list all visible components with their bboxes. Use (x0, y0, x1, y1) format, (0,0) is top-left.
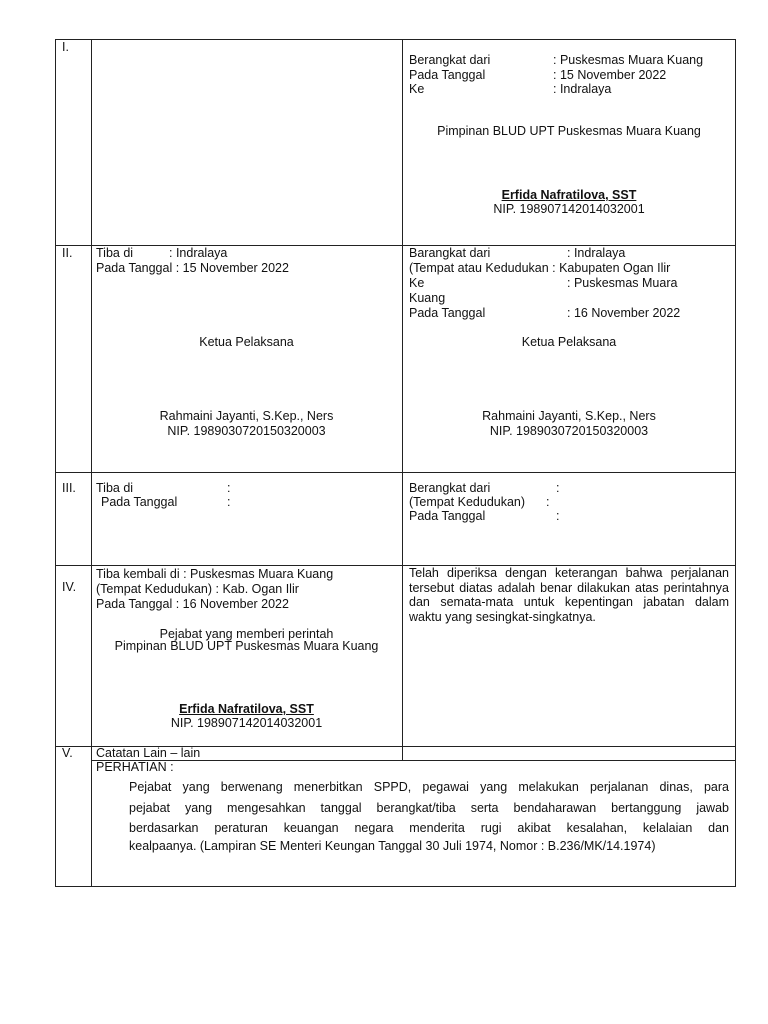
r5-notice-line-4: kealpaanya. (Lampiran SE Menteri Keungan Tanggal 30 Juli 1974, Nomor : B.236/MK/14.1974) (129, 839, 656, 853)
r1-berangkat-label: Berangkat dari (409, 53, 491, 67)
r2-berangkat-label: Barangkat dari (409, 246, 491, 260)
r1-signer-name: Erfida Nafratilova, SST (501, 188, 637, 202)
r3-tiba-value: : (227, 481, 231, 495)
r1-tanggal-label: Pada Tanggal (409, 68, 486, 82)
row-number-1: I. (62, 40, 69, 54)
row-number-3: III. (62, 481, 76, 495)
r3-tanggal-label: Pada Tanggal (101, 495, 178, 509)
r2-ke-label: Ke (409, 276, 425, 290)
r3-tanggal-value: : (227, 495, 231, 509)
row-number-5: V. (62, 746, 73, 760)
r2-tiba-value: : Indralaya (169, 246, 228, 260)
r5-notice-line-3: berdasarkan peraturan keuangan negara menderita rugi akibat kesalahan, kelalaian dan (129, 821, 729, 835)
row-divider-2 (55, 472, 736, 473)
middle-column-divider (402, 39, 403, 760)
r3-kedudukan-value: : (546, 495, 550, 509)
r5-notice-line-1: Pejabat yang berwenang menerbitkan SPPD, pegawai yang melakukan perjalanan dinas, para (129, 780, 729, 794)
r2-right-role: Ketua Pelaksana (521, 335, 617, 349)
r4-signer-name: Erfida Nafratilova, SST (179, 702, 314, 716)
r2-tanggal-label: Pada Tanggal (409, 306, 486, 320)
r2-right-signer-nip: NIP. 1989030720150320003 (489, 424, 649, 438)
r4-signer-nip: NIP. 198907142014032001 (170, 716, 323, 730)
row-divider-1 (55, 245, 736, 246)
r2-right-signer-name: Rahmaini Jayanti, S.Kep., Ners (482, 409, 656, 423)
r3-berangkat-value: : (556, 481, 560, 495)
r1-signer-nip: NIP. 198907142014032001 (493, 202, 645, 216)
r5-catatan-lain: Catatan Lain – lain (96, 746, 201, 760)
r1-ke-value: : Indralaya (553, 82, 612, 96)
r3-kedudukan-label: (Tempat Kedudukan) (409, 495, 526, 509)
row-number-4: IV. (62, 580, 77, 594)
r4-role-line-1: Pejabat yang memberi perintah (159, 627, 334, 641)
r5-perhatian-heading: PERHATIAN : (96, 760, 174, 774)
r4-kedudukan-line: (Tempat Kedudukan) : Kab. Ogan Ilir (96, 582, 299, 596)
r4-role-line-2: Pimpinan BLUD UPT Puskesmas Muara Kuang (114, 639, 379, 653)
r2-tanggal-line: Pada Tanggal : 15 November 2022 (96, 261, 289, 275)
r4-tanggal-line: Pada Tanggal : 16 November 2022 (96, 597, 289, 611)
r3-berangkat-label: Berangkat dari (409, 481, 491, 495)
r4-verification-statement: Telah diperiksa dengan keterangan bahwa perjalanan tersebut diatas adalah benar dilakukan atas perintahnya dan semata-mata untuk kepentingan jabatan dalam waktu yang sesingkat-singkatnya. (409, 566, 729, 624)
row-number-2: II. (62, 246, 73, 260)
r1-position-title: Pimpinan BLUD UPT Puskesmas Muara Kuang (437, 124, 701, 138)
table-border-top (55, 39, 736, 40)
table-border-bottom (55, 886, 736, 887)
r2-berangkat-value: : Indralaya (567, 246, 626, 260)
r3-tanggal-label-right: Pada Tanggal (409, 509, 486, 523)
r2-left-signer-nip: NIP. 1989030720150320003 (167, 424, 326, 438)
r2-ke-value: : Puskesmas Muara (567, 276, 678, 290)
r2-ke-continuation: Kuang (409, 291, 446, 305)
r2-tiba-label: Tiba di (96, 246, 134, 260)
r2-left-role: Ketua Pelaksana (199, 335, 294, 349)
r3-tanggal-value-right: : (556, 509, 560, 523)
table-border-left (55, 39, 56, 887)
number-column-divider (91, 39, 92, 887)
r2-left-signer-name: Rahmaini Jayanti, S.Kep., Ners (159, 409, 334, 423)
r2-kedudukan-line: (Tempat atau Kedudukan : Kabupaten Ogan Ilir (409, 261, 671, 275)
table-border-right (735, 39, 736, 887)
r5-notice-line-2: pejabat yang mengesahkan tanggal berangkat/tiba serta bendaharawan bertanggung jawab (129, 801, 729, 815)
r3-tiba-label: Tiba di (96, 481, 134, 495)
r1-berangkat-value: : Puskesmas Muara Kuang (553, 53, 704, 67)
r1-ke-label: Ke (409, 82, 425, 96)
r2-tanggal-value: : 16 November 2022 (567, 306, 681, 320)
r1-tanggal-value: : 15 November 2022 (553, 68, 667, 82)
r4-tiba-kembali-line: Tiba kembali di : Puskesmas Muara Kuang (96, 567, 334, 581)
